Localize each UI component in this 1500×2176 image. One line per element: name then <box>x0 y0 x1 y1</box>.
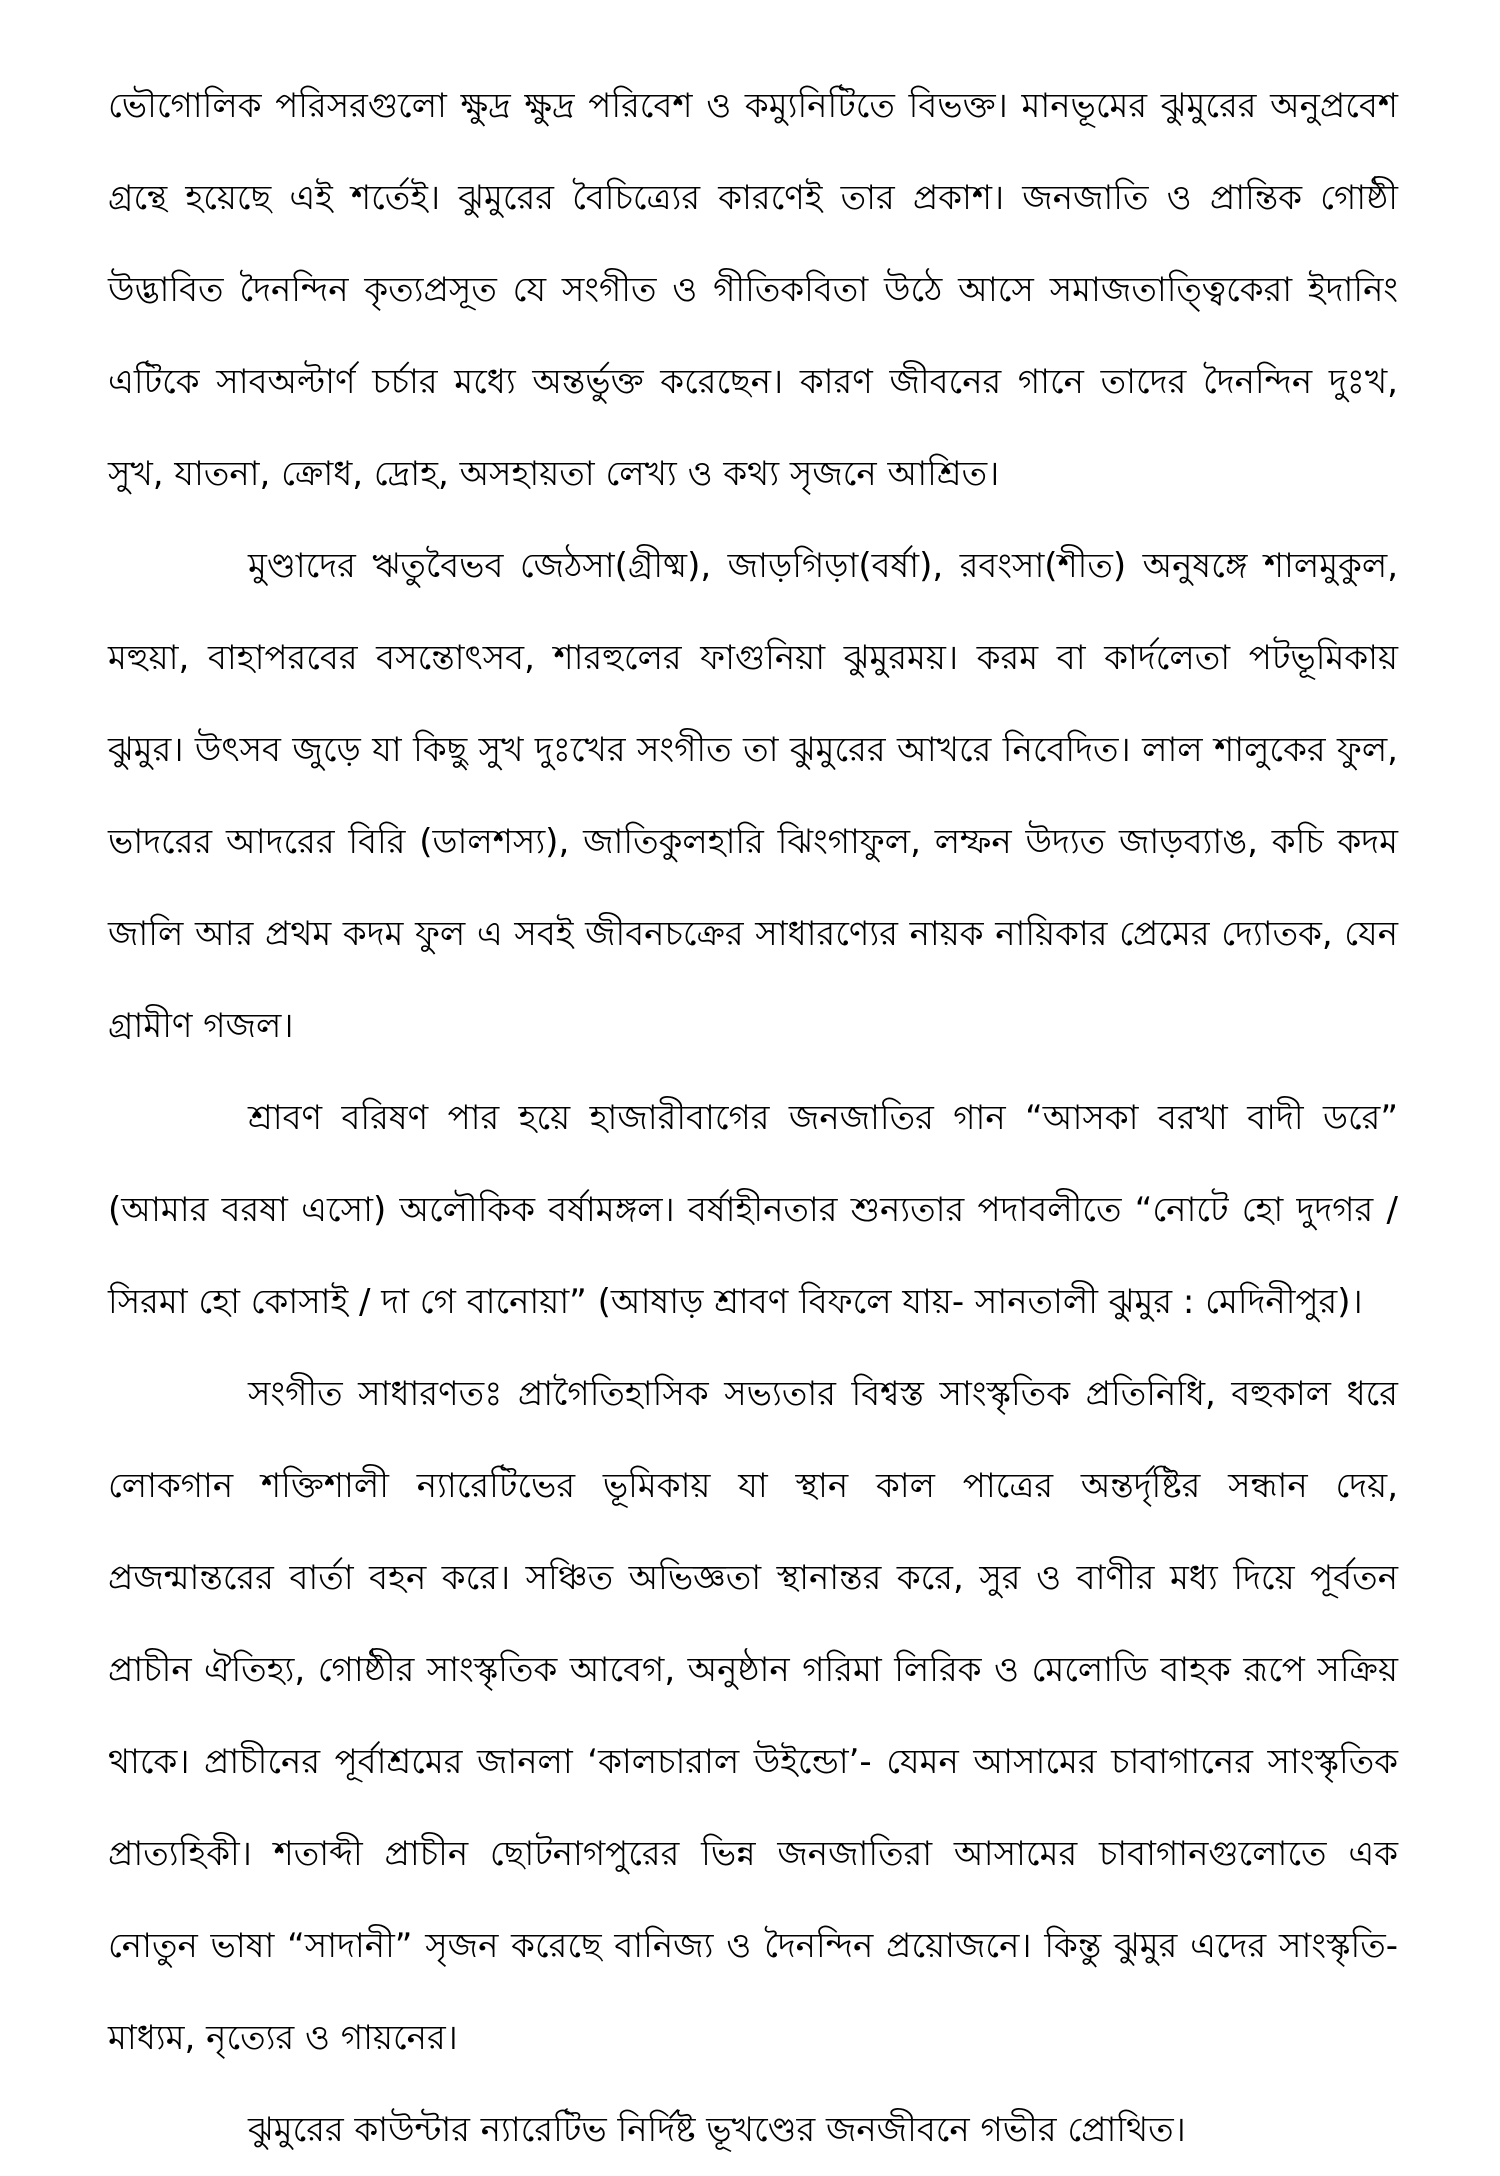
paragraph-5: ঝুমুরের কাউন্টার ন্যারেটিভ নির্দিষ্ট ভূখণ্ডের জনজীবনে গভীর প্রোথিত। <box>248 2110 1186 2150</box>
body-text <box>108 60 1398 2176</box>
paragraph-3: শ্রাবণ বরিষণ পার হয়ে হাজারীবাগের জনজাতির গান “আসকা বরখা বাদী ডরে” (আমার বরষা এসো) অলৌকিক বর্ষামঙ্গল। বর্ষাহীনতার শুন্যতার পদাবলীতে “নোটে হো দুদগর / সিরমা হো কোসাই / দা গে বানোয়া” (আষাড় শ্রাবণ বিফলে যায়- সানতালী ঝুমুর : মেদিনীপুর)। <box>108 1098 1399 1322</box>
paragraph-4: সংগীত সাধারণতঃ প্রাগৈতিহাসিক সভ্যতার বিশ্বস্ত সাংস্কৃতিক প্রতিনিধি, বহুকাল ধরে লোকগান শক্তিশালী ন্যারেটিভের ভূমিকায় যা স্থান কাল পাত্রের অন্তর্দৃষ্টির সন্ধান দেয়, প্রজন্মান্তরের বার্তা বহন করে। সঞ্চিত অভিজ্ঞতা স্থানান্তর করে, সুর ও বাণীর মধ্য দিয়ে পূর্বতন প্রাচীন ঐতিহ্য, গোষ্ঠীর সাংস্কৃতিক আবেগ, অনুষ্ঠান গরিমা লিরিক ও মেলোডি বাহক রূপে সক্রিয় থাকে। প্রাচীনের পূর্বাশ্রমের জানলা ‘কালচারাল উইন্ডো’- যেমন আসামের চাবাগানের সাংস্কৃতিক প্রাত্যহিকী। শতাব্দী প্রাচীন ছোটনাগপুরের ভিন্ন জনজাতিরা আসামের চাবাগানগুলোতে এক নোতুন ভাষা “সাদানী” সৃজন করেছে বানিজ্য ও দৈনন্দিন প্রয়োজনে। কিন্তু ঝুমুর এদের সাংস্কৃতি-মাধ্যম, নৃত্যের ও গায়নের। <box>108 1374 1398 2058</box>
paragraph-1: ভৌগোলিক পরিসরগুলো ক্ষুদ্র ক্ষুদ্র পরিবেশ ও কম্যুনিটিতে বিভক্ত। মানভূমের ঝুমুরের অনুপ্রবেশ গ্রন্থে হয়েছে এই শর্তেই। ঝুমুরের বৈচিত্র্যের কারণেই তার প্রকাশ। জনজাতি ও প্রান্তিক গোষ্ঠী উদ্ভাবিত দৈনন্দিন কৃত্যপ্রসূত যে সংগীত ও গীতিকবিতা উঠে আসে সমাজতাত্ত্বিকেরা ইদানিং এটিকে সাবঅল্টার্ণ চর্চার মধ্যে অন্তর্ভুক্ত করেছেন। কারণ জীবনের গানে তাদের দৈনন্দিন দুঃখ, সুখ, যাতনা, ক্রোধ, দ্রোহ, অসহায়তা লেখ্য ও কথ্য সৃজনে আশ্রিত। <box>108 86 1398 494</box>
paragraph-2: মুণ্ডাদের ঋতুবৈভব জেঠসা(গ্রীষ্ম), জাড়গিড়া(বর্ষা), রবংসা(শীত) অনুষঙ্গে শালমুকুল, মহুয়া, বাহাপরবের বসন্তোৎসব, শারহুলের ফাগুনিয়া ঝুমুরময়। করম বা কার্দলেতা পটভূমিকায় ঝুমুর। উৎসব জুড়ে যা কিছু সুখ দুঃখের সংগীত তা ঝুমুরের আখরে নিবেদিত। লাল শালুকের ফুল, ভাদরের আদরের বিরি (ডালশস্য), জাতিকুলহারি ঝিংগাফুল, লম্ফন উদ্যত জাড়ব্যাঙ, কচি কদম জালি আর প্রথম কদম ফুল এ সবই জীবনচক্রের সাধারণ্যের নায়ক নায়িকার প্রেমের দ্যোতক, যেন গ্রামীণ গজল। <box>108 546 1398 1046</box>
